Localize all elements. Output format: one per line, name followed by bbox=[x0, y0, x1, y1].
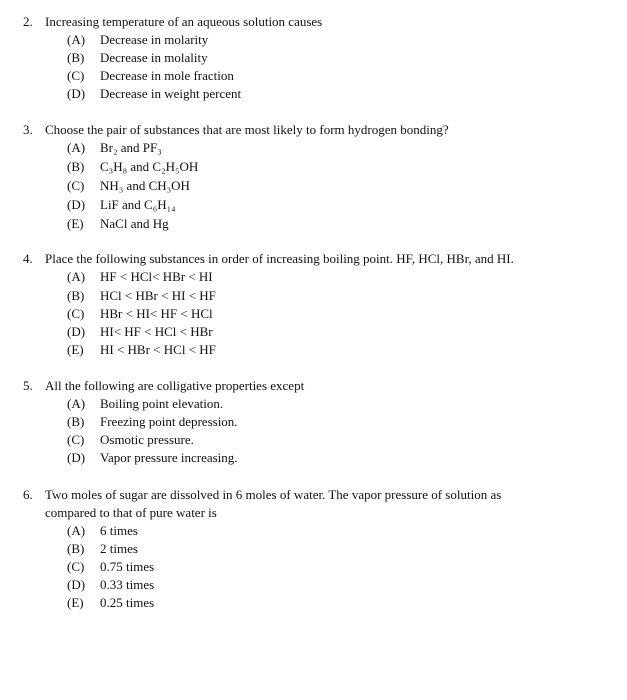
question-text: Increasing temperature of an aqueous solution causes bbox=[45, 14, 323, 29]
option-e: (E) NaCl and Hg bbox=[67, 216, 169, 231]
option-c: (C) 0.75 times bbox=[67, 559, 155, 574]
option-d: (D) Decrease in weight percent bbox=[67, 86, 242, 101]
option-c: (C) Osmotic pressure. bbox=[67, 432, 194, 447]
question-number: 6. bbox=[23, 487, 33, 502]
option-a: (A) Boiling point elevation. bbox=[67, 396, 224, 411]
option-c: (C) HBr < HI< HF < HCl bbox=[67, 306, 213, 321]
question-number: 4. bbox=[23, 251, 33, 266]
option-e: (E) 0.25 times bbox=[67, 595, 155, 610]
question-text: Place the following substances in order of increasing boiling point. HF, HCl, HBr, and HI. bbox=[45, 251, 514, 266]
question-text: Two moles of sugar are dissolved in 6 moles of water. The vapor pressure of solution as compared to that of pure water is bbox=[45, 487, 502, 520]
option-a: (A) Decrease in molarity bbox=[67, 32, 209, 47]
option-d: (D) LiF and C₆H₁₄ bbox=[67, 197, 176, 212]
option-d: (D) 0.33 times bbox=[67, 577, 155, 592]
option-a: (A) Br₂ and PF₃ bbox=[67, 140, 162, 155]
option-b: (B) C₃H₈ and C₂H₅OH bbox=[67, 159, 199, 174]
question-text: Choose the pair of substances that are most likely to form hydrogen bonding? bbox=[45, 122, 449, 137]
option-b: (B) 2 times bbox=[67, 541, 138, 556]
option-a: (A) 6 times bbox=[67, 523, 138, 538]
question-number: 2. bbox=[23, 14, 33, 29]
option-d: (D) Vapor pressure increasing. bbox=[67, 450, 238, 465]
option-b: (B) HCl < HBr < HI < HF bbox=[67, 288, 216, 303]
question-number: 5. bbox=[23, 378, 33, 393]
option-b: (B) Freezing point depression. bbox=[67, 414, 238, 429]
option-c: (C) NH₃ and CH₃OH bbox=[67, 178, 190, 193]
option-d: (D) HI< HF < HCl < HBr bbox=[67, 324, 213, 339]
option-e: (E) HI < HBr < HCl < HF bbox=[67, 342, 216, 357]
option-b: (B) Decrease in molality bbox=[67, 50, 208, 65]
question-text: All the following are colligative properties except bbox=[45, 378, 305, 393]
option-c: (C) Decrease in mole fraction bbox=[67, 68, 234, 83]
question-number: 3. bbox=[23, 122, 33, 137]
option-a: (A) HF < HCl< HBr < HI bbox=[67, 269, 213, 284]
